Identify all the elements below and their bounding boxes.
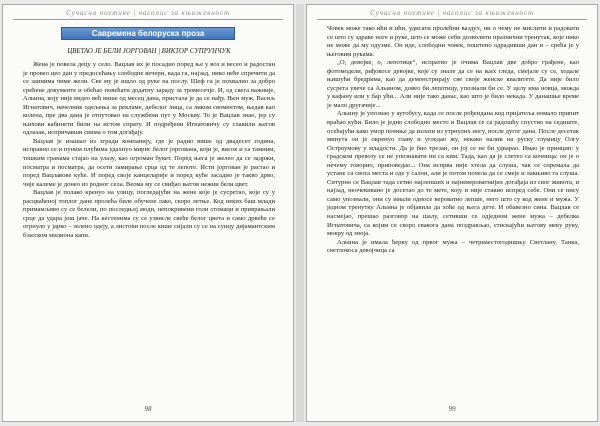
paragraph: Альина је имала ћерку од првог мужа – четрнаестогодишњу Светлану. Танка, светлокоса девојчица са xyxy=(327,238,579,255)
running-head-right: Сучасна поетике | часопис за књижевност xyxy=(370,9,534,17)
paragraph: Вацлав је изашао из згради компанију, где је радио више од двадесет година, исправно се и пуним плућима удахнуо мирис белог јоргована, који је, висок и са тамним, тешким гранама стајао на улазу, као огроман букет. Поред њега је желео да се задржи, посматра и посматра, да осети замирање срца од те лепоте. Исти јоргован је растао и поред Вацлавове куће. И поред своје канцеларије и поред куће засадио је такво дрво, чије калеме је донео из родног села. Веома му се свиђао његов нежни бели цвет. xyxy=(23,137,275,188)
page-number-left: 98 xyxy=(144,405,152,413)
header-rule-left xyxy=(13,19,283,20)
paragraph: Альину је упознао у аутобусу, када се после рођендана код пријатеља номало припит враћао кући. Било је једно слободно место и Вацлав се са радошћу спустио на седиште, осећајући како умор почиње да излази из утрнулих ногу, после дугог дана. После десетак минута он је окренуо главу и угледао жу, некако налик на руску глумицу Олгу Остроумову у младости. Да је био трезан, он јој се не би удварао. Имао је принцип: у градском превозу се не упознавати ни са ким. Тада, као да је слетео са кочница: он је о нечему говорио, приповедао... Она испрва није хтела да слуша, чак се спремала да устане са свога места и оде у салон, али је потом почела да се смеје и лакњиво га слуша. Ситурно се Вацлав тада сетио најлепших и најневероватнијих догађаја из свог живота, и најзад, неочекивано је досетао до те мете, коју и није ставио испред себе. Они се нису само упознали, они су имали односе вероватно лепше, него што су код жене и мужа. У једном тренутку Альина је објавила да хоће од њега дете. И обавезно сина. Вацлав се насмејао, прешао разговор на шалу, сетивши се одједном жене мужа – дебелка Игнатовича, са којим се скоро свакога дана поздрављао, стискајући његову меку руку, мокру од зноја. xyxy=(327,110,579,238)
right-page xyxy=(306,4,598,422)
left-body-text xyxy=(23,61,275,240)
header-rule-right xyxy=(317,19,587,20)
running-head-left: Сучасна поетике | часопис за књижевност xyxy=(66,9,230,17)
paragraph: Вацлав је полако кренуо на улицу, погледајући на жене које је сусретао, које су у расцваћеној топлог дане пролећа биле обучене лако, скоро летње. Код неких баш млади примамљиво су се белели, по последњој моди, непокривени голи стомаци и приврањали срце да удара још јаче. На кестенима су се узвисле свеће белог цвета и само дрвеће се огрнуло у јарко – зелено одеју, а листови после кише сијали су се на сунцу дијамантским бљеском милиона капи. xyxy=(23,189,275,239)
book-gutter xyxy=(296,4,304,422)
right-body-text xyxy=(327,25,579,256)
story-title-author: ЦВЕТАО ЈЕ БЕЛИ ЈОРГОВАН | ВИКТОР СУПРУНЧУК xyxy=(67,48,231,55)
paragraph: Жена је повела децу у село. Вацлав их је посадио поред ње у воз и весео и радостан је провео цео дан у предосећању слободне вечери, када га, најзад, нико неће спречити да се заинима чиме жели. Све му је ишло од руке на послу. Шеф га је похвалио за добро срећене документе и обећао повећати додатну зараду за тромесечје. И, од свега важније, Альина, коју није видео већ више од месец дана, пристала је да се нађу. Њен муж, Васиљ Игнатович, начелник одељења за рекламе, дебелог лица, са ликом своментом, њедав као колена, пре два дана је отпутовао на службени пут у Москву. То је Вацлав знао, јер су њихови кабинети били на истом спрату. И подређени Игнатовичу су славили његов одлазак, испричавши свима о том догађају. xyxy=(23,61,275,137)
section-banner xyxy=(61,27,235,40)
section-banner-label: Савремена белоруска проза xyxy=(91,29,205,38)
paragraph: Човек може тако ићи и ићи, удисати пролећни ваздух, ни о чему не мислити и радовати се што су здраве ноге и руке, што се може себи дозволити празнични тренутак, које нико не може да му одузме. Он иде, слободни човек, поштено одрадивши дан и – срећа је у његовим рукама. xyxy=(327,25,579,58)
paragraph: „О, девојке, о, лепотице“, испратио је очима Вацлав две добро грађене, као фотомодели, риђокосе девојке, које су знале да се на њих гледа, смејале су се, ходале њишући бредрима, као да демонстрирају све своје женске квалитете. Да није било сусрета увече са Альином, довео би лепотицу, упознали би се. У целу има новца, можда у кафану или у бар ући... Али није тако данас, као што је било некада. У данашње време је мало другачије... xyxy=(327,59,579,109)
left-page xyxy=(2,4,294,422)
page-number-right: 99 xyxy=(448,405,456,413)
